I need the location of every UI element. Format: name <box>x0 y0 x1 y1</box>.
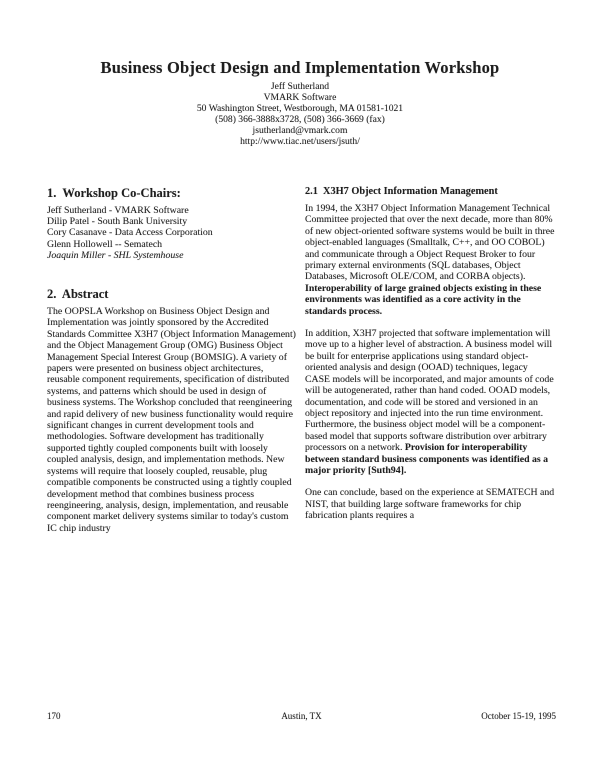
paragraph-text: In 1994, the X3H7 Object Information Management Technical Committee projected that over the next decade, more than 80% of new object-oriented software systems would be built in three object-enabled languages (Smalltalk, C++, and OO COBOL) and communicate through a Object Request Broker to four primary external environments (SQL databases, Object Databases, Microsoft OLE/COM, and CORBA objects). <box>305 203 555 283</box>
author-address: 50 Washington Street, Westborough, MA 01581-1021 <box>196 102 404 114</box>
footer-location: Austin, TX <box>281 711 322 721</box>
author-name: Jeff Sutherland <box>270 81 330 92</box>
cochair-item: Joaquin Miller - SHL Systemhouse <box>47 249 184 261</box>
right-column <box>305 186 555 533</box>
paper-title: Business Object Design and Implementation Workshop <box>100 58 500 77</box>
author-url: http://www.tiac.net/users/jsuth/ <box>240 135 360 147</box>
author-affiliation: VMARK Software <box>263 91 337 103</box>
abstract-paragraph: The OOPSLA Workshop on Business Object Design and Implementation was jointly sponsored by the Accredited Standards Committee X3H7 (Object Information Management) and the Object Management Group (OMG) Business Object Management Special Interest Group (BOMSIG). A variety of papers were presented on business object architectures, reusable component requirements, specification of distributed systems, and patterns which should be used in design of business systems. The Workshop concluded that reengineering and rapid delivery of new business functionality would require significant changes in current development tools and methodologies. Software development has traditionally supported tightly coupled components built with loosely coupled analysis, design, and implementation methods. New systems will require that loosely coupled, reusable, plug compatible components be constructed using a tightly coupled development method that combines business process reengineering, analysis, design, implementation, and reusable component market delivery systems similar to today's custom IC chip industry <box>47 306 296 534</box>
author-email: jsutherland@vmark.com <box>252 124 348 136</box>
x3h7-paragraph-1 <box>305 203 555 317</box>
cochair-item: Glenn Hollowell -- Sematech <box>47 238 163 250</box>
author-phone: (508) 366-3888x3728, (508) 366-3669 (fax) <box>215 113 385 125</box>
cochair-item: Dilip Patel - South Bank University <box>47 216 188 228</box>
left-column <box>47 186 297 545</box>
cochair-list <box>47 205 297 261</box>
x3h7-paragraph-2 <box>305 328 555 476</box>
paragraph-bold-text: Provision for interoperability between standard business components was identified as a major priority [Suth94]. <box>305 442 549 476</box>
cochair-item: Jeff Sutherland - VMARK Software <box>47 205 189 216</box>
cochair-item: Cory Casanave - Data Access Corporation <box>47 227 213 239</box>
footer-page-number: 170 <box>47 711 61 721</box>
paragraph-bold-text: Interoperability of large grained objects existing in these environments was identified as a core activity in the standards process. <box>305 282 542 317</box>
paragraph-text: In addition, X3H7 projected that software implementation will move up to a higher level of abstraction. A business model will be built for enterprise applications using standard object-oriented analysis and design (OOAD) techniques, legacy CASE models will be incorporated, and major amounts of code will be autogenerated, rather than hand coded. OOAD models, documentation, and code will be stored and versioned in an object repository and injected into the run time environment. Furthermore, the business object model will be a component-based model that supports software distribution over arbitrary processors on a network. <box>305 328 554 454</box>
page-footer <box>47 711 556 721</box>
author-block <box>0 82 600 147</box>
footer-date: October 15-19, 1995 <box>481 711 556 721</box>
section-heading-cochairs: 1. Workshop Co-Chairs: <box>47 186 181 200</box>
x3h7-paragraph-3: One can conclude, based on the experience at SEMATECH and NIST, that building large software frameworks for chip fabrication plants requires a <box>305 487 555 522</box>
title-block <box>0 58 600 147</box>
section-heading-abstract: 2. Abstract <box>47 287 109 302</box>
subsection-heading-x3h7: 2.1 X3H7 Object Information Management <box>305 186 498 197</box>
